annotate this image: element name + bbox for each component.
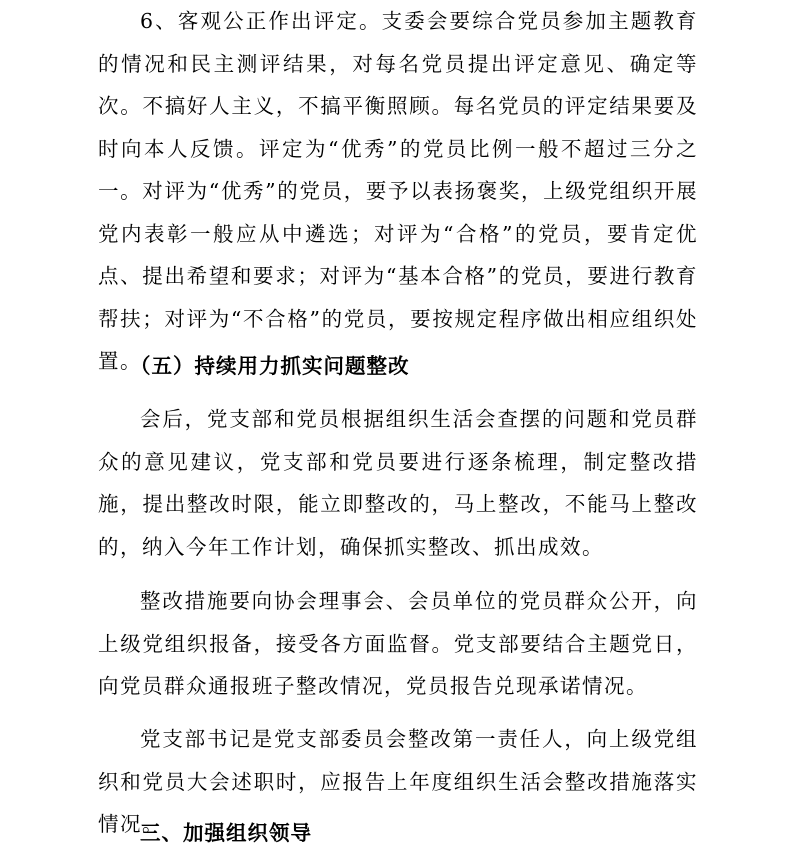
section-heading-five: （五）持续用力抓实问题整改	[130, 354, 410, 378]
section-heading-three: 三、加强组织领导	[140, 821, 312, 845]
paragraph-rectification-1: 会后，党支部和党员根据组织生活会查摆的问题和党员群众的意见建议，党支部和党员要进行逐条梳理，制定整改措施，提出整改时限，能立即整改的，马上整改，不能马上整改的，纳入今年工作计划，确保抓实整改、抓出成效。	[98, 407, 698, 559]
paragraph-rectification-2: 整改措施要向协会理事会、会员单位的党员群众公开，向上级党组织报备，接受各方面监督。党支部要结合主题党日，向党员群众通报班子整改情况，党员报告兑现承诺情况。	[98, 589, 698, 698]
paragraph-item-6-evaluation: 6、客观公正作出评定。支委会要综合党员参加主题教育的情况和民主测评结果，对每名党员提出评定意见、确定等次。不搞好人主义，不搞平衡照顾。每名党员的评定结果要及时向本人反馈。评定为“优秀”的党员比例一般不超过三分之一。对评为“优秀”的党员，要予以表扬褒奖，上级党组织开展党内表彰一般应从中遴选；对评为“合格”的党员，要肯定优点、提出希望和要求；对评为“基本合格”的党员，要进行教育帮扶；对评为“不合格”的党员，要按规定程序做出相应组织处置。	[98, 9, 698, 373]
paragraph-rectification-3: 党支部书记是党支部委员会整改第一责任人，向上级党组织和党员大会述职时，应报告上年度组织生活会整改措施落实情况。	[98, 727, 698, 836]
